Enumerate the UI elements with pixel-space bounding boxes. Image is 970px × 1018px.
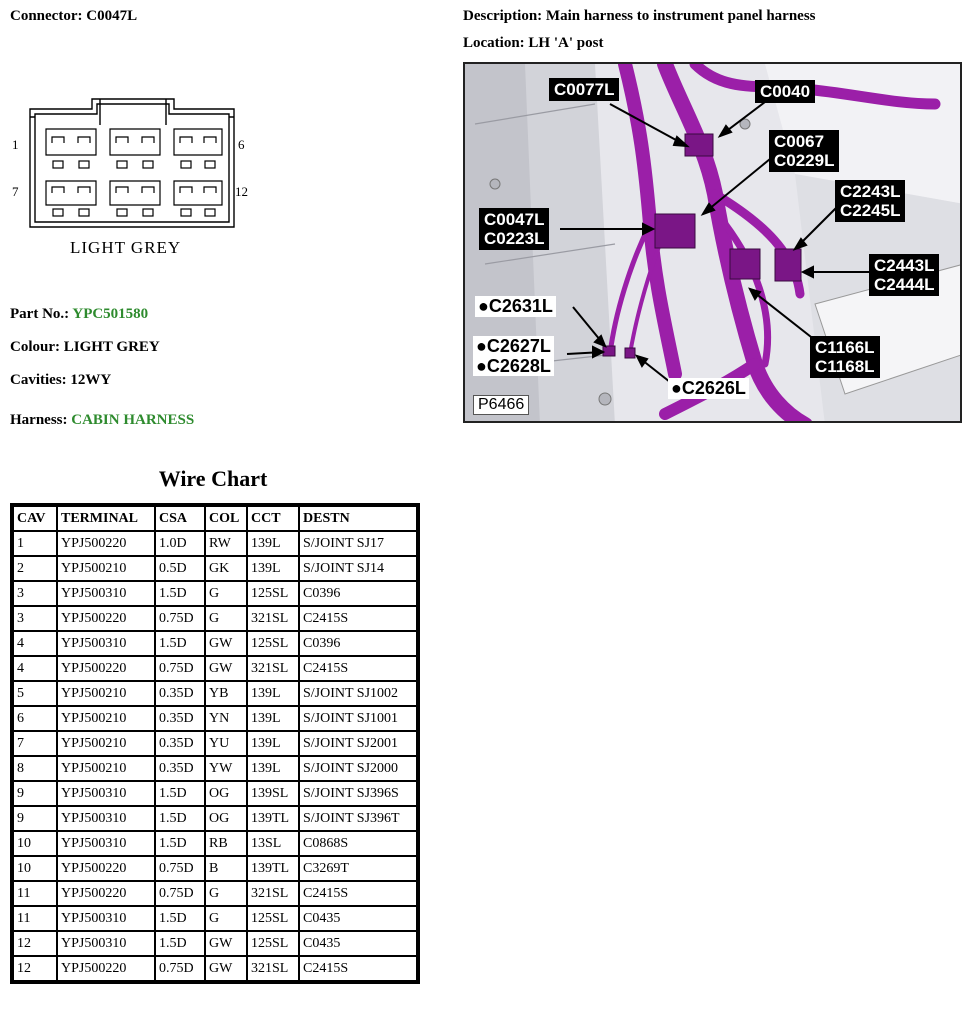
cell-csa: 1.5D [156, 932, 204, 955]
cell-col: OG [206, 782, 246, 805]
table-row [14, 757, 416, 780]
callout-c1166l: C1166L [815, 338, 875, 357]
connector-field [10, 8, 137, 25]
cell-col: G [206, 882, 246, 905]
cell-col: YB [206, 682, 246, 705]
table-row [14, 782, 416, 805]
header-terminal: TERMINAL [58, 507, 154, 530]
header-csa: CSA [156, 507, 204, 530]
cell-col: RW [206, 532, 246, 555]
location-label: Location: [463, 35, 525, 51]
part-number-label: Part No.: [10, 306, 70, 322]
cell-csa: 1.5D [156, 832, 204, 855]
cell-csa: 0.75D [156, 882, 204, 905]
figure-id: P6466 [473, 395, 529, 415]
cell-col: G [206, 907, 246, 930]
cell-cct: 139TL [248, 857, 298, 880]
cell-csa: 1.0D [156, 532, 204, 555]
cell-destn: C0868S [300, 832, 416, 855]
cell-cav: 3 [14, 607, 56, 630]
cell-col: GW [206, 932, 246, 955]
cell-destn: S/JOINT SJ396T [300, 807, 416, 830]
cell-cct: 125SL [248, 907, 298, 930]
table-row [14, 632, 416, 655]
cell-destn: C0435 [300, 932, 416, 955]
cell-cct: 139L [248, 707, 298, 730]
cell-cav: 7 [14, 732, 56, 755]
cell-terminal: YPJ500210 [58, 732, 154, 755]
callout-c2627l: ●C2627L [473, 336, 554, 356]
cell-cct: 139L [248, 757, 298, 780]
cell-terminal: YPJ500220 [58, 532, 154, 555]
cell-destn: C2415S [300, 882, 416, 905]
cell-terminal: YPJ500310 [58, 907, 154, 930]
callout-c1166l-c1168l [810, 336, 880, 378]
table-header-row [14, 507, 416, 530]
callout-c2443l-c2444l [869, 254, 939, 296]
callout-c0067-c0229l [769, 130, 839, 172]
callout-c1168l: C1168L [815, 357, 875, 376]
harness-link[interactable]: CABIN HARNESS [71, 412, 195, 428]
cell-col: GK [206, 557, 246, 580]
pin-1-label: 1 [12, 137, 19, 152]
table-row [14, 857, 416, 880]
part-number-link[interactable]: YPC501580 [72, 306, 149, 322]
cell-csa: 1.5D [156, 782, 204, 805]
callout-c0223l: C0223L [484, 229, 545, 248]
cavities-field [10, 372, 111, 389]
cell-cct: 139L [248, 532, 298, 555]
cell-cct: 13SL [248, 832, 298, 855]
wire-chart-title: Wire Chart [158, 466, 268, 491]
cell-destn: S/JOINT SJ2000 [300, 757, 416, 780]
callout-c0067: C0067 [774, 132, 825, 151]
cell-cct: 139SL [248, 782, 298, 805]
pin-12-label: 12 [235, 184, 248, 199]
table-row [14, 607, 416, 630]
cell-terminal: YPJ500220 [58, 957, 154, 980]
cell-destn: C0396 [300, 582, 416, 605]
callout-c2626l: ●C2626L [668, 378, 749, 399]
cell-col: GW [206, 657, 246, 680]
cell-destn: S/JOINT SJ396S [300, 782, 416, 805]
cell-destn: S/JOINT SJ1002 [300, 682, 416, 705]
table-row [14, 582, 416, 605]
cell-destn: C0396 [300, 632, 416, 655]
table-row [14, 957, 416, 980]
harness-field [10, 412, 194, 429]
cell-terminal: YPJ500310 [58, 782, 154, 805]
cell-csa: 1.5D [156, 632, 204, 655]
pin-7-label: 7 [12, 184, 19, 199]
colour-label: Colour: [10, 339, 60, 355]
cell-destn: C2415S [300, 957, 416, 980]
cell-cct: 125SL [248, 582, 298, 605]
cell-cav: 9 [14, 807, 56, 830]
table-row [14, 532, 416, 555]
table-row [14, 907, 416, 930]
cell-terminal: YPJ500210 [58, 707, 154, 730]
cell-cav: 3 [14, 582, 56, 605]
cell-cct: 125SL [248, 632, 298, 655]
cell-cct: 321SL [248, 607, 298, 630]
cell-cav: 6 [14, 707, 56, 730]
cell-col: G [206, 582, 246, 605]
header-destn: DESTN [300, 507, 416, 530]
cell-csa: 0.5D [156, 557, 204, 580]
cell-terminal: YPJ500220 [58, 657, 154, 680]
callout-c0077l: C0077L [549, 78, 619, 101]
callout-c0047l-c0223l [479, 208, 549, 250]
description-label: Description: [463, 8, 543, 24]
cell-cct: 139L [248, 732, 298, 755]
cell-cav: 12 [14, 957, 56, 980]
cell-terminal: YPJ500220 [58, 607, 154, 630]
cell-cct: 139L [248, 682, 298, 705]
cell-csa: 0.75D [156, 957, 204, 980]
harness-label: Harness: [10, 412, 68, 428]
cell-destn: C2415S [300, 657, 416, 680]
cell-cct: 321SL [248, 657, 298, 680]
cell-terminal: YPJ500310 [58, 632, 154, 655]
cell-cct: 139L [248, 557, 298, 580]
cavities-value: 12WY [70, 372, 112, 388]
header-cct: CCT [248, 507, 298, 530]
cavities-label: Cavities: [10, 372, 67, 388]
cell-csa: 0.35D [156, 707, 204, 730]
cell-terminal: YPJ500220 [58, 857, 154, 880]
cell-csa: 0.35D [156, 682, 204, 705]
cell-cav: 11 [14, 907, 56, 930]
cell-cav: 9 [14, 782, 56, 805]
cell-terminal: YPJ500310 [58, 582, 154, 605]
cell-csa: 1.5D [156, 582, 204, 605]
callout-c2245l: C2245L [840, 201, 901, 220]
cell-col: G [206, 607, 246, 630]
table-row [14, 732, 416, 755]
cell-terminal: YPJ500220 [58, 882, 154, 905]
cell-cav: 4 [14, 632, 56, 655]
header-cav: CAV [14, 507, 56, 530]
description-field [463, 8, 816, 25]
cell-col: GW [206, 957, 246, 980]
cell-terminal: YPJ500210 [58, 757, 154, 780]
callout-c2443l: C2443L [874, 256, 935, 275]
cell-cav: 10 [14, 832, 56, 855]
cell-cav: 5 [14, 682, 56, 705]
cell-cct: 139TL [248, 807, 298, 830]
cell-csa: 0.35D [156, 757, 204, 780]
cell-cct: 321SL [248, 957, 298, 980]
cell-csa: 0.75D [156, 607, 204, 630]
cell-cav: 10 [14, 857, 56, 880]
cell-col: GW [206, 632, 246, 655]
colour-field [10, 339, 160, 356]
cell-csa: 0.75D [156, 657, 204, 680]
connector-face-diagram [8, 95, 258, 265]
callout-c2243l: C2243L [840, 182, 901, 201]
callout-c2627l-c2628l [473, 336, 554, 376]
table-row [14, 832, 416, 855]
cell-terminal: YPJ500310 [58, 807, 154, 830]
colour-value: LIGHT GREY [63, 339, 160, 355]
cell-cav: 1 [14, 532, 56, 555]
callout-c0229l: C0229L [774, 151, 835, 170]
cell-csa: 0.75D [156, 857, 204, 880]
location-value: LH 'A' post [528, 35, 604, 51]
cell-cav: 12 [14, 932, 56, 955]
table-row [14, 657, 416, 680]
callout-c0047l: C0047L [484, 210, 545, 229]
cell-cct: 321SL [248, 882, 298, 905]
table-row [14, 557, 416, 580]
cell-destn: C0435 [300, 907, 416, 930]
cell-csa: 0.35D [156, 732, 204, 755]
cell-col: YN [206, 707, 246, 730]
cell-cav: 4 [14, 657, 56, 680]
callout-c2631l: ●C2631L [475, 296, 556, 317]
cell-destn: S/JOINT SJ17 [300, 532, 416, 555]
pin-6-label: 6 [238, 137, 245, 152]
description-value: Main harness to instrument panel harness [545, 8, 816, 24]
wire-chart-body [14, 532, 416, 980]
cell-terminal: YPJ500310 [58, 932, 154, 955]
table-row [14, 682, 416, 705]
cell-cav: 8 [14, 757, 56, 780]
cell-destn: S/JOINT SJ1001 [300, 707, 416, 730]
cell-col: RB [206, 832, 246, 855]
cell-terminal: YPJ500210 [58, 557, 154, 580]
cell-col: YU [206, 732, 246, 755]
location-field [463, 35, 603, 52]
cell-cav: 11 [14, 882, 56, 905]
cell-col: B [206, 857, 246, 880]
part-number-field [10, 306, 148, 323]
cell-cct: 125SL [248, 932, 298, 955]
callout-c0040: C0040 [755, 80, 815, 103]
cell-terminal: YPJ500310 [58, 832, 154, 855]
cell-cav: 2 [14, 557, 56, 580]
cell-destn: S/JOINT SJ14 [300, 557, 416, 580]
callout-c2444l: C2444L [874, 275, 935, 294]
table-row [14, 932, 416, 955]
connector-value: C0047L [86, 8, 138, 24]
table-row [14, 882, 416, 905]
cell-destn: C2415S [300, 607, 416, 630]
wire-chart-table [10, 503, 420, 984]
callout-c2243l-c2245l [835, 180, 905, 222]
connector-label: Connector: [10, 8, 83, 24]
cell-col: OG [206, 807, 246, 830]
table-row [14, 707, 416, 730]
cell-terminal: YPJ500210 [58, 682, 154, 705]
location-illustration [463, 62, 962, 423]
cell-csa: 1.5D [156, 907, 204, 930]
table-row [14, 807, 416, 830]
cell-destn: C3269T [300, 857, 416, 880]
cell-csa: 1.5D [156, 807, 204, 830]
callout-c2628l: ●C2628L [473, 356, 554, 376]
cell-col: YW [206, 757, 246, 780]
header-col: COL [206, 507, 246, 530]
connector-colour-caption: LIGHT GREY [70, 238, 182, 257]
cell-destn: S/JOINT SJ2001 [300, 732, 416, 755]
